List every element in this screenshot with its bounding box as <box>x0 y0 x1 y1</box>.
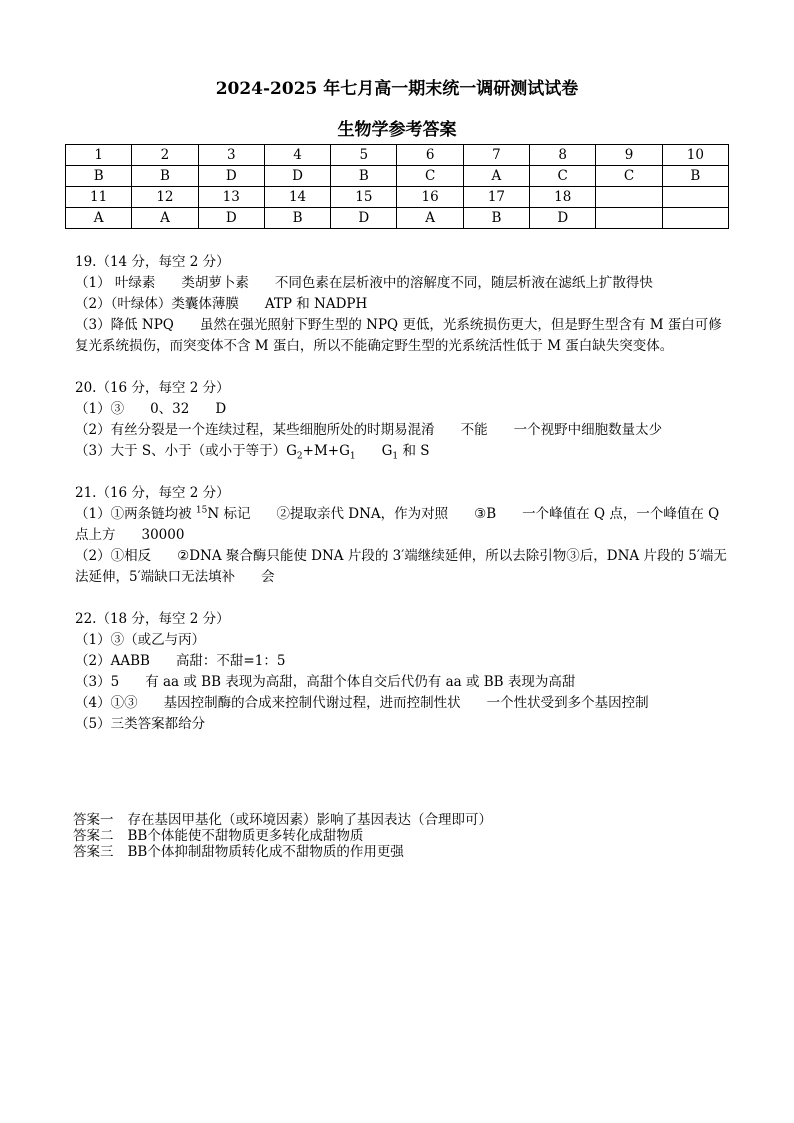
table-cell: 5 <box>331 145 397 166</box>
q19-part2: （2）（叶绿体）类囊体薄膜 ATP 和 NADPH <box>75 296 368 312</box>
table-cell: A <box>66 208 132 229</box>
answer-content <box>75 252 727 735</box>
q19-header: 19.（14 分，每空 2 分） <box>75 254 230 270</box>
q22-header: 22.（18 分，每空 2 分） <box>75 611 230 627</box>
table-cell: C <box>596 166 662 187</box>
table-cell: 4 <box>264 145 330 166</box>
table-cell: 11 <box>66 187 132 208</box>
table-cell: 7 <box>463 145 529 166</box>
alt-answer-2: 答案二 BB个体能使不甜物质更多转化成甜物质 <box>73 828 364 844</box>
table-cell: C <box>397 166 463 187</box>
table-cell <box>662 187 728 208</box>
table-cell <box>596 187 662 208</box>
table-cell <box>596 208 662 229</box>
q22-part2: （2）AABB 高甜：不甜=1：5 <box>75 653 286 669</box>
table-cell: A <box>132 208 198 229</box>
q20-part2: （2）有丝分裂是一个连续过程，某些细胞所处的时期易混淆 不能 一个视野中细胞数量太少 <box>75 422 663 438</box>
table-cell: B <box>66 166 132 187</box>
question-number-row <box>66 145 729 166</box>
table-cell: 9 <box>596 145 662 166</box>
table-cell: 2 <box>132 145 198 166</box>
exam-title: 2024-2025 年七月高一期末统一调研测试试卷 <box>215 79 579 99</box>
q21-part1: （1）①两条链均被 $^{15}$N 标记 ②提取亲代 DNA，作为对照 ③B 一个峰值在 Q 点，一个峰值在 Q 点上方 30000 <box>75 505 720 543</box>
q21-part2: （2）①相反 ②DNA 聚合酶只能使 DNA 片段的 3′端继续延伸，所以去除引物③后，DNA 片段的 5′端无法延伸，5′端缺口无法填补 会 <box>75 548 727 585</box>
q22-part1: （1）③（或乙与丙） <box>75 632 206 648</box>
table-cell: A <box>397 208 463 229</box>
table-cell: B <box>132 166 198 187</box>
table-cell: 3 <box>198 145 264 166</box>
q20-part3: （3）大于 S、小于（或小于等于）$G_2+M+G_1$ $G_1$ 和 S <box>75 443 430 462</box>
table-cell: 14 <box>264 187 330 208</box>
q22-part4: （4）①③ 基因控制酶的合成来控制代谢过程，进而控制性状 一个性状受到多个基因控制 <box>75 695 649 711</box>
table-cell: D <box>530 208 596 229</box>
table-cell: 1 <box>66 145 132 166</box>
table-cell: 12 <box>132 187 198 208</box>
table-cell: D <box>198 166 264 187</box>
answer-row <box>66 208 729 229</box>
table-cell: 10 <box>662 145 728 166</box>
q22-part3: （3）5 有 aa 或 BB 表现为高甜，高甜个体自交后代仍有 aa 或 BB 表现为高甜 <box>75 674 576 690</box>
q22-alternatives <box>73 812 733 860</box>
table-cell: 18 <box>530 187 596 208</box>
table-cell: 16 <box>397 187 463 208</box>
alt-answer-1: 答案一 存在基因甲基化（或环境因素）影响了基因表达（合理即可） <box>73 812 492 828</box>
table-cell: 13 <box>198 187 264 208</box>
question-number-row <box>66 187 729 208</box>
q19-part1: （1） 叶绿素 类胡萝卜素 不同色素在层析液中的溶解度不同，随层析液在滤纸上扩散得快 <box>75 275 653 291</box>
table-cell: D <box>264 166 330 187</box>
table-cell: 8 <box>530 145 596 166</box>
table-cell: D <box>198 208 264 229</box>
table-cell: A <box>463 166 529 187</box>
q22-part5: （5）三类答案都给分 <box>75 716 206 732</box>
answer-subtitle: 生物学参考答案 <box>337 120 457 140</box>
table-cell: B <box>662 166 728 187</box>
q20-part1: （1）③ 0、32 D <box>75 401 227 417</box>
table-cell: 6 <box>397 145 463 166</box>
alt-answer-3: 答案三 BB个体抑制甜物质转化成不甜物质的作用更强 <box>73 844 404 860</box>
table-cell: D <box>331 208 397 229</box>
table-cell: B <box>264 208 330 229</box>
table-cell: C <box>530 166 596 187</box>
q21-header: 21.（16 分，每空 2 分） <box>75 485 230 501</box>
answer-table <box>65 144 729 229</box>
q20-header: 20.（16 分，每空 2 分） <box>75 380 230 396</box>
table-cell <box>662 208 728 229</box>
answer-row <box>66 166 729 187</box>
table-cell: B <box>463 208 529 229</box>
table-cell: B <box>331 166 397 187</box>
table-cell: 15 <box>331 187 397 208</box>
table-cell: 17 <box>463 187 529 208</box>
q19-part3: （3）降低 NPQ 虽然在强光照射下野生型的 NPQ 更低，光系统损伤更大，但是野生型含有 M 蛋白可修复光系统损伤，而突变体不含 M 蛋白，所以不能确定野生型的光系统活性低于 M 蛋白缺失突变体。 <box>75 317 722 354</box>
